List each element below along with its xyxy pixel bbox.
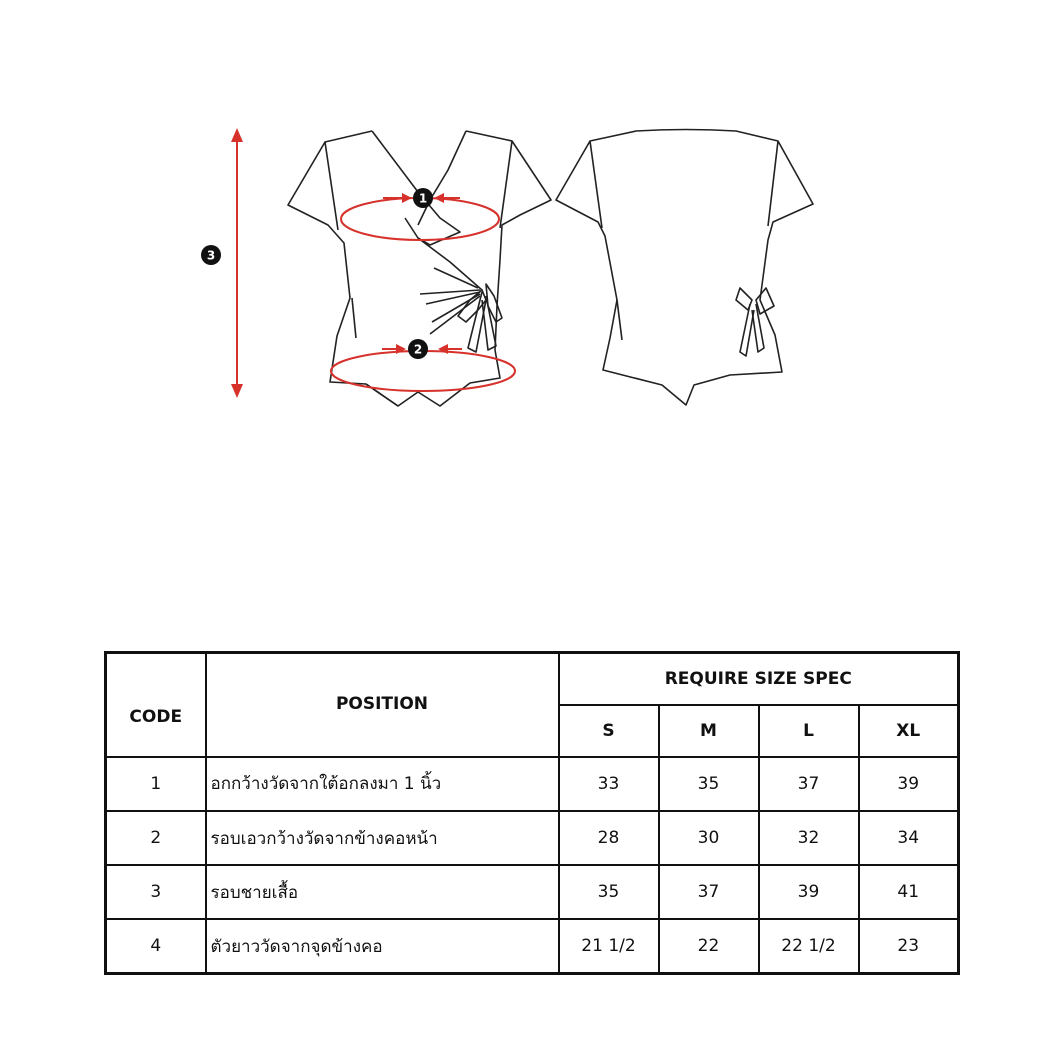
row-value-s: 28 (559, 811, 659, 865)
back-view-garment (556, 130, 813, 406)
row-position: ตัวยาววัดจากจุดข้างคอ (206, 919, 559, 973)
marker-1 (413, 188, 433, 208)
size-header-m: M (659, 705, 759, 757)
table-row (106, 865, 959, 919)
marker-3 (201, 245, 221, 265)
row-value-s: 33 (559, 757, 659, 811)
row-value-xl: 23 (859, 919, 959, 973)
row-value-xl: 39 (859, 757, 959, 811)
row-position: อกกว้างวัดจากใต้อกลงมา 1 นิ้ว (206, 757, 559, 811)
row-value-s: 21 1/2 (559, 919, 659, 973)
row-value-l: 39 (759, 865, 859, 919)
marker-2 (408, 339, 428, 359)
table-row (106, 919, 959, 973)
row-value-m: 37 (659, 865, 759, 919)
row-position: รอบชายเสื้อ (206, 865, 559, 919)
size-spec-group-header: REQUIRE SIZE SPEC (559, 653, 959, 705)
position-header: POSITION (206, 653, 559, 757)
marker-3-label: 3 (206, 248, 216, 263)
row-value-xl: 34 (859, 811, 959, 865)
row-value-l: 37 (759, 757, 859, 811)
row-code: 4 (106, 919, 206, 973)
row-value-xl: 41 (859, 865, 959, 919)
table-row (106, 757, 959, 811)
row-value-l: 22 1/2 (759, 919, 859, 973)
row-value-m: 22 (659, 919, 759, 973)
size-header-s: S (559, 705, 659, 757)
row-value-l: 32 (759, 811, 859, 865)
header-row-group (106, 653, 959, 705)
size-header-l: L (759, 705, 859, 757)
row-value-m: 30 (659, 811, 759, 865)
row-value-s: 35 (559, 865, 659, 919)
size-spec-table (104, 651, 960, 975)
row-code: 1 (106, 757, 206, 811)
marker-2-label: 2 (413, 342, 423, 357)
size-header-xl: XL (859, 705, 959, 757)
table-row (106, 811, 959, 865)
code-header: CODE (106, 653, 206, 757)
length-arrow (231, 128, 243, 398)
row-code: 3 (106, 865, 206, 919)
marker-1-label: 1 (418, 191, 428, 206)
row-value-m: 35 (659, 757, 759, 811)
row-position: รอบเอวกว้างวัดจากข้างคอหน้า (206, 811, 559, 865)
row-code: 2 (106, 811, 206, 865)
